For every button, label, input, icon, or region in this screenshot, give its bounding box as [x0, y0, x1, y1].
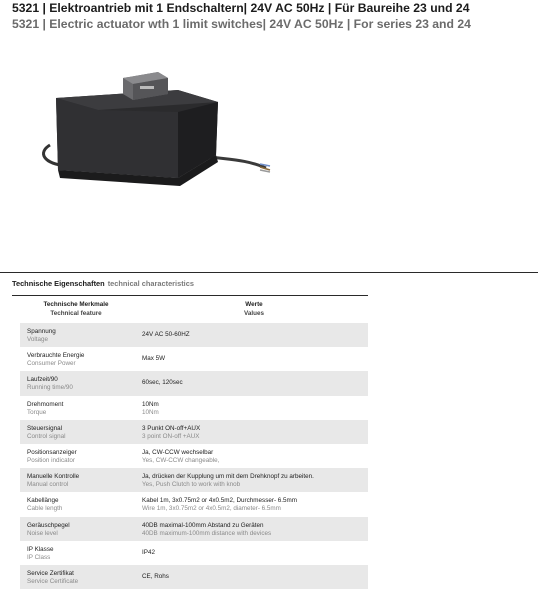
table-row: [20, 444, 368, 468]
feature-en: Torque: [27, 408, 47, 416]
section-title: [12, 279, 194, 288]
value: Ja, drücken der Kupplung um mit dem Drehknopf zu arbeiten.: [142, 473, 314, 481]
value-en: 10Nm: [142, 408, 159, 416]
section-divider: [0, 272, 538, 273]
table-row: [20, 541, 368, 565]
feature-en: Consumer Power: [27, 360, 76, 368]
header-values-de: Werte: [245, 301, 263, 308]
value-en: Yes, Push Clutch to work with knob: [142, 481, 241, 489]
section-title-en: technical characteristics: [107, 279, 194, 288]
value: CE, Rohs: [142, 572, 169, 580]
table-row: [20, 347, 368, 371]
feature-de: Steuersignal: [27, 424, 63, 432]
feature-de: IP Klasse: [27, 545, 54, 553]
value: 3 Punkt ON-off+AUX: [142, 424, 201, 432]
feature-en: Position indicator: [27, 456, 75, 464]
feature-de: Geräuschpegel: [27, 521, 70, 529]
feature-en: IP Class: [27, 553, 51, 561]
feature-de: Manuelle Kontrolle: [27, 473, 80, 481]
page-subtitle: 5321 | Electric actuator wth 1 limit switches| 24V AC 50Hz | For series 23 and 24: [12, 17, 471, 31]
value-en: Yes, CW-CCW changeable,: [142, 456, 220, 464]
feature-de: Service Zertifikat: [27, 569, 74, 577]
value: 10Nm: [142, 400, 159, 408]
feature-en: Noise level: [27, 529, 58, 537]
header-feature-en: Technical feature: [50, 309, 102, 317]
value: IP42: [142, 548, 155, 556]
feature-de: Spannung: [27, 328, 56, 335]
page-title: 5321 | Elektroantrieb mit 1 Endschaltern| 24V AC 50Hz | Für Baureihe 23 und 24: [12, 1, 470, 15]
feature-de: Positionsanzeiger: [27, 448, 77, 456]
spec-table: [20, 323, 368, 589]
feature-de: Drehmoment: [27, 400, 64, 408]
value: Ja, CW-CCW wechselbar: [142, 448, 214, 456]
table-row: [20, 323, 368, 347]
table-row: [20, 517, 368, 541]
value: Max 5W: [142, 355, 166, 363]
header-feature: [12, 301, 140, 318]
table-header: [12, 301, 368, 323]
feature-en: Running time/90: [27, 384, 73, 392]
header-values-en: Values: [244, 309, 264, 317]
table-row: [20, 420, 368, 444]
value-en: 3 point ON-off +AUX: [142, 432, 200, 440]
value-en: Wire 1m, 3x0.75m2 or 4x0.5m2, diameter- 6.5mm: [142, 505, 281, 513]
product-image: [28, 60, 278, 200]
table-head-divider: [12, 295, 368, 296]
value: 60sec, 120sec: [142, 379, 183, 387]
feature-de: Kabellänge: [27, 497, 59, 505]
feature-en: Manual control: [27, 481, 69, 489]
feature-en: Cable length: [27, 505, 63, 513]
table-row: [20, 468, 368, 492]
value: 40DB maximal-100mm Abstand zu Geräten: [142, 521, 264, 529]
feature-en: Service Certificate: [27, 577, 79, 585]
header-values: [140, 301, 368, 318]
value: 24V AC 50-60HZ: [142, 331, 190, 338]
section-title-de: Technische Eigenschaften: [12, 279, 105, 288]
table-row: [20, 565, 368, 589]
feature-de: Laufzeit/90: [27, 376, 58, 384]
value: Kabel 1m, 3x0.75m2 or 4x0.5m2, Durchmesser- 6.5mm: [142, 497, 298, 505]
feature-en: Voltage: [27, 336, 49, 343]
feature-de: Verbrauchte Energie: [27, 352, 85, 360]
value-en: 40DB maximum-100mm distance with devices: [142, 529, 272, 537]
feature-en: Control signal: [27, 432, 66, 440]
header-feature-de: Technische Merkmale: [43, 301, 109, 308]
table-row: [20, 492, 368, 516]
table-row: [20, 396, 368, 420]
table-row: [20, 371, 368, 395]
